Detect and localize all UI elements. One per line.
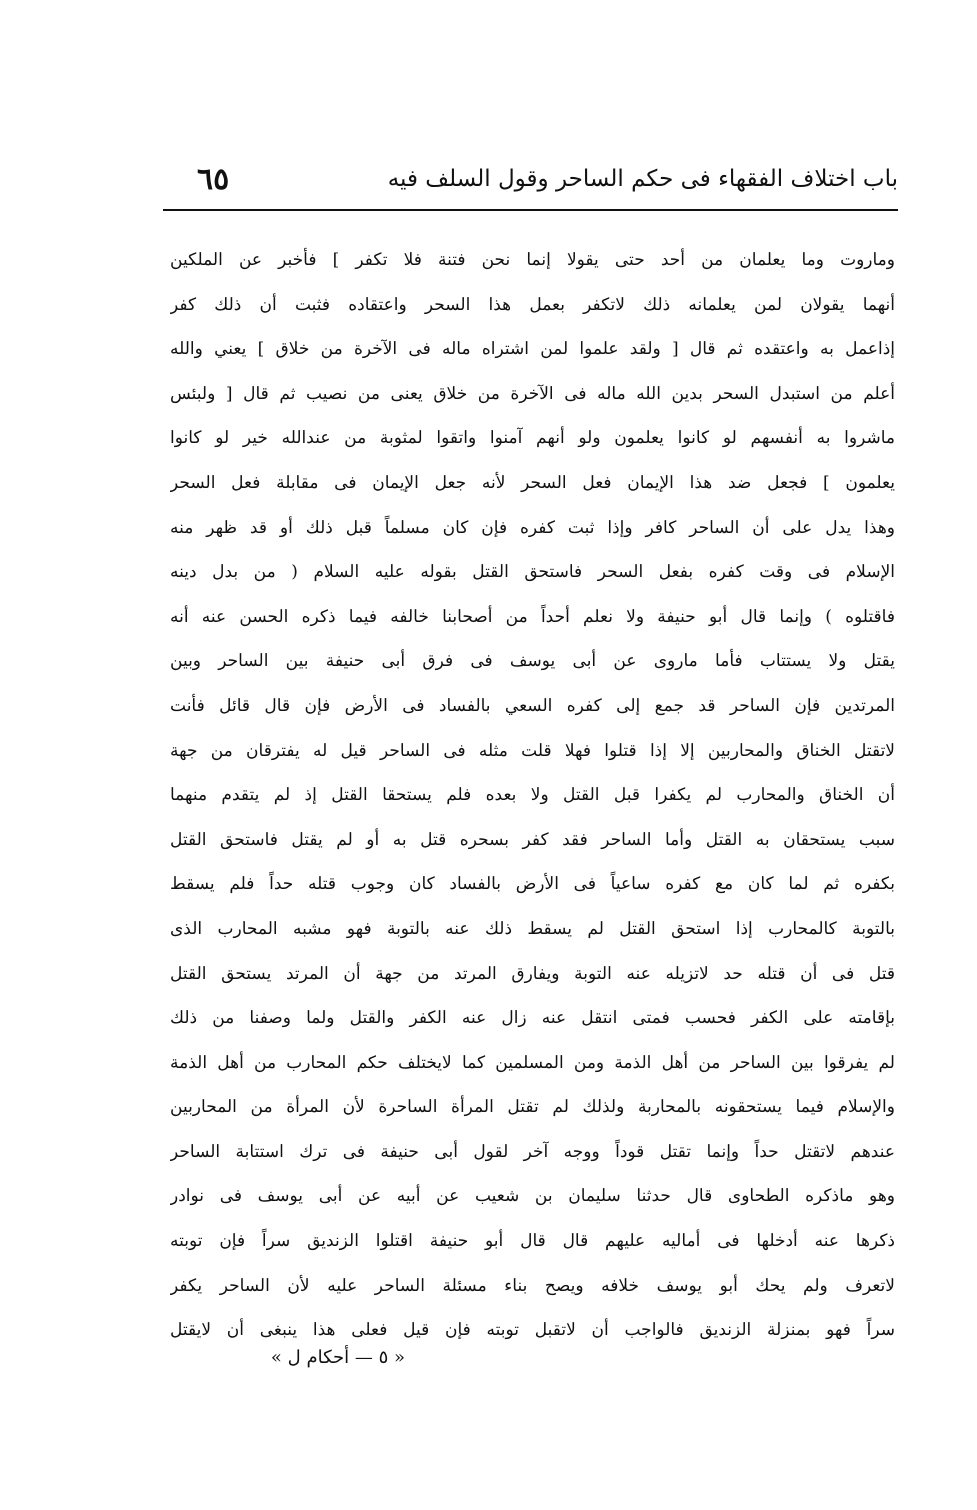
page-number: ٦٥ <box>197 162 230 197</box>
text-line: عندهم لاتقتل حداً وإنما تقتل قوداً ووجه آخر لقول أبى حنيفة فى ترك استتابة الساحر <box>170 1141 895 1162</box>
text-line: لاتقتل الخناق والمحاربين إلا إذا قتلوا فهلا قلت مثله فى الساحر قيل له يفترقان من جهة <box>170 740 895 761</box>
text-line: فاقتلوه ) وإنما قال أبو حنيفة ولا نعلم أحداً من أصحابنا خالفه فيما ذكره الحسن عنه أنه <box>170 606 895 627</box>
text-line: أنهما يقولان لمن يعلمانه ذلك لاتكفر بعمل هذا السحر واعتقاده فثبت أن ذلك كفر <box>170 294 895 315</box>
text-line: الإسلام فى وقت كفره بفعل السحر فاستحق القتل بقوله عليه السلام ( من بدل دينه <box>170 562 895 583</box>
text-line: وهذا يدل على أن الساحر كافر وإذا ثبت كفره فإن كان مسلماً قبل ذلك أو قد ظهر منه <box>170 517 895 538</box>
text-line: إذاعمل به واعتقده ثم قال [ ولقد علموا لمن اشتراه ماله فى الآخرة من خلاق ] يعني والله <box>170 339 895 360</box>
body-text <box>170 238 895 1353</box>
header-rule <box>163 209 898 211</box>
text-line: يقتل ولا يستتاب فأما ماروى عن أبى يوسف فى فرق أبى حنيفة بين الساحر وبين <box>170 651 895 672</box>
page-header <box>163 160 898 212</box>
text-line: والإسلام فيما يستحقونه بالمحاربة ولذلك لم تقتل المرأة الساحرة لأن المرأة من المحاربين <box>170 1097 895 1118</box>
text-line: أن الخناق والمحارب لم يكفرا قبل القتل ولا بعده فلم يستحقا القتل إذ لم يتقدم منهما <box>170 785 895 806</box>
text-line: ذكرها عنه أدخلها فى أماليه عليهم قال قال أبو حنيفة اقتلوا الزنديق سراً فإن توبته <box>170 1231 895 1252</box>
running-title: باب اختلاف الفقهاء فى حكم الساحر وقول السلف فيه <box>387 166 898 192</box>
text-line: سراً فهو بمنزلة الزنديق فالواجب أن لاتقبل توبته فإن قيل فعلى هذا ينبغى أن لايقتل <box>170 1320 895 1341</box>
text-line: لاتعرف ولم يحك أبو يوسف خلافه ويصح بناء مسئلة الساحر عليه لأن الساحر يكفر <box>170 1275 895 1296</box>
text-line: بالتوبة كالمحارب إذا استحق القتل لم يسقط ذلك عنه بالتوبة فهو مشبه المحارب الذى <box>170 918 895 939</box>
text-line: يعلمون ] فجعل ضد هذا الإيمان فعل السحر لأنه جعل الإيمان فى مقابلة فعل السحر <box>170 472 895 493</box>
text-line: ماشروا به أنفسهم لو كانوا يعلمون ولو أنهم آمنوا واتقوا لمثوبة من عندالله خير لو كانوا <box>170 428 895 449</box>
text-line: المرتدين فإن الساحر قد جمع إلى كفره السعي بالفساد فى الأرض فإن قال قائل فأنت <box>170 695 895 716</box>
text-line: بإقامته على الكفر فحسب فمتى انتقل عنه زال عنه الكفر والقتل ولما وصفنا من ذلك <box>170 1008 895 1029</box>
text-line: وماروت وما يعلمان من أحد حتى يقولا إنما نحن فتنة فلا تكفر ] فأخبر عن الملكين <box>170 250 895 270</box>
text-line: أعلم من استبدل السحر بدين الله ماله فى الآخرة من خلاق يعنى من نصيب ثم قال [ ولبئس <box>170 383 895 404</box>
text-line: وهو ماذكره الطحاوى قال حدثنا سليمان بن شعيب عن أبيه عن أبى يوسف فى نوادر <box>170 1186 895 1207</box>
text-line: لم يفرقوا بين الساحر من أهل الذمة ومن المسلمين كما لايختلف حكم المحارب من أهل الذمة <box>170 1052 895 1073</box>
text-line: بكفره ثم لما كان مع كفره ساعياً فى الأرض بالفساد كان وجوب قتله حداً فلم يسقط <box>170 874 895 895</box>
text-line: قتل فى أن قتله حد لاتزيله عنه التوبة ويفارق المرتد من جهة أن المرتد يستحق القتل <box>170 963 895 984</box>
signature-mark: « ٥ — أحكام ل » <box>270 1347 405 1368</box>
text-line: سبب يستحقان به القتل وأما الساحر فقد كفر بسحره قتل به أو لم يقتل فاستحق القتل <box>170 829 895 850</box>
